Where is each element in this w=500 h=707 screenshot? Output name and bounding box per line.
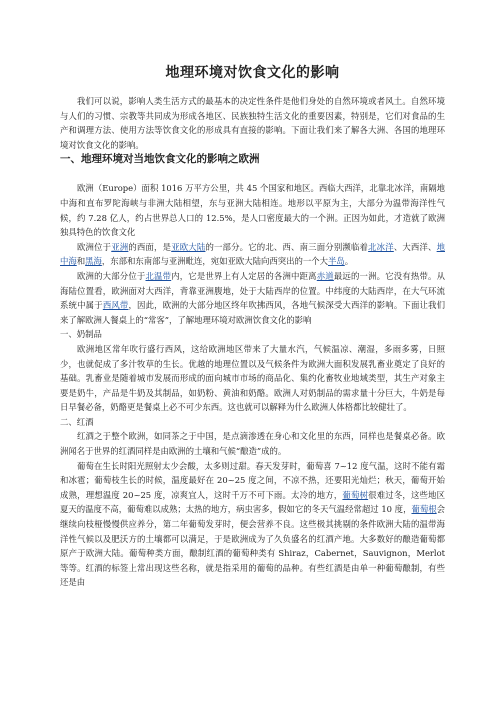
text-span: 、大西洋、: [393, 241, 437, 252]
text-span: 欧洲的大部分位于: [77, 270, 146, 281]
intro-paragraph: 我们可以说，影响人类生活方式的最基本的决定性条件是他们身处的自然环境或者风土。自然环境与人们的习惯、宗教等共同成为形成各地区、民族独特生活文化的重要因素，特别是，它们对食品的生产和调理方法、使用方法等饮食文化的形成具有直接的影响。下面让我们来了解各大洲、各国的地理环境对饮食文化的影响。: [60, 96, 445, 150]
link-westerlies[interactable]: 西风带: [102, 300, 129, 311]
paragraph-dairy: 欧洲地区常年吹行盛行西风，这给欧洲地区带来了大量水汽，气候温凉、潮湿，多雨多雾，日照少，也就促成了多汁牧草的生长。优越的地理位置以及气候条件为欧洲大面积发展乳畜业奠定了良好的基础。乳畜业是随着城市发展而形成的面向城市市场的商品化、集约化畜牧业地域类型，其生产对象主要是奶牛，产品是牛奶及其制品，如奶粉、黄油和奶酪。欧洲人对奶制品的需求量十分巨大，牛奶是每日早餐必备，奶酪更是餐桌上必不可少东西。这也就可以解释为什么欧洲人体格都比较健壮了。: [60, 343, 445, 413]
link-black-sea[interactable]: 黑海: [85, 256, 102, 267]
text-span: 。: [344, 256, 354, 267]
text-span: 葡萄在生长时阳光照射太少会酸，太多则过甜。春天发芽时，葡萄喜 7~12 度气温，这时不能有霜和冰雹；葡萄枝生长的时候，温度最好在 20~25 度之间，不凉不热，还要阳光灿烂；秋天，葡萄开始成熟，理想温度 20~25 度，凉爽宜人，这时千万不可下雨。太冷的地方，: [60, 460, 445, 500]
link-asia[interactable]: 亚洲: [111, 241, 129, 252]
text-span: 的西面，是: [128, 241, 172, 252]
text-span: 欧洲位于: [77, 241, 112, 252]
text-span: 和: [76, 256, 86, 267]
paragraph-europe-climate: [60, 269, 445, 327]
text-span: ，东部和东南部与亚洲毗连，宛如亚欧大陆向西突出的一个大: [101, 256, 328, 267]
text-span: 的一部分。它的北、西、南三面分别濒临着: [205, 241, 369, 252]
link-peninsula[interactable]: 半岛: [328, 256, 345, 267]
spacer: [60, 173, 445, 181]
document-page: [60, 62, 445, 590]
page-title: 地理环境对饮食文化的影响: [165, 65, 340, 81]
section-heading-europe: 一、地理环境对当地饮食文化的影响之欧洲: [60, 153, 260, 166]
paragraph-europe-location: [60, 240, 445, 269]
text-span: ，因此，欧洲的大部分地区终年吹拂西风，各地气候深受大西洋的影响。下面让我们来了解欧洲人餐桌上的“常客”，了解地理环境对欧洲饮食文化的影响: [60, 300, 446, 325]
subheading-dairy: 一、奶制品: [60, 329, 102, 340]
link-equator[interactable]: 赤道: [316, 270, 334, 281]
subheading-wine: 二、红酒: [60, 416, 94, 427]
link-arctic-ocean[interactable]: 北冰洋: [368, 241, 394, 252]
paragraph-wine-grapes: [60, 459, 445, 590]
link-grape-root[interactable]: 葡萄根: [411, 504, 437, 515]
link-eurasia[interactable]: 亚欧大陆: [171, 241, 206, 252]
paragraph-wine-intro: 红酒之于整个欧洲，如同茶之于中国，是点滴渗透在身心和文化里的东西，同样也是餐桌必备。欧洲闻名于世界的红酒同样是由欧洲的土壤和气候“酿造”成的。: [60, 431, 445, 457]
paragraph-europe-overview: 欧洲（Europe）面积 1016 万平方公里，共 45 个国家和地区。西临大西洋，北靠北冰洋，南隔地中海和直布罗陀海峡与非洲大陆相望，东与亚洲大陆相连。地形以平原为主，大部分为温带海洋性气候，约 7.28 亿人，约占世界总人口的 12.5%，是人口密度最大的一个洲。正因为如此，才造就了欧洲独具特色的饮食文化: [60, 183, 445, 238]
text-span: 最远的一洲。它没有热带。从海陆位置看，欧洲面对大西洋，背靠亚洲腹地，处于大陆西岸的位置。中纬度的大陆西岸，在大气环流系统中属于: [60, 270, 445, 311]
text-span: 内，它是世界上有人定居的各洲中距离: [171, 270, 317, 281]
text-span: 会继续向枝桠慢慢供应养分，第二年葡萄发芽时，便会营养不良。这些极其挑剔的条件欧洲大陆的温带海洋性气候以及肥沃方的土壤都可以满足，于是欧洲成为了久负盛名的红酒产地。大多数好的酿造葡萄都原产于欧洲大陆。葡萄种类方面，酿制红酒的葡萄种类有 Shiraz，Cabernet，Sauvignon，Merlot 等等。红酒的标签上常出现这些名称，就是指采用的葡萄的品种。有些红酒是由单一种葡萄酿制，有些还是由: [60, 504, 446, 588]
link-grapevine[interactable]: 葡萄树: [342, 489, 369, 500]
link-north-temperate[interactable]: 北温带: [145, 270, 172, 281]
link-mediterranean[interactable]: 地中海: [60, 241, 445, 267]
text-span: 很难过冬，这些地区夏天的温度不高，葡萄难以成熟；太热的地方，病虫害多，假如它的冬天气温经常超过 10 度，: [60, 489, 446, 515]
